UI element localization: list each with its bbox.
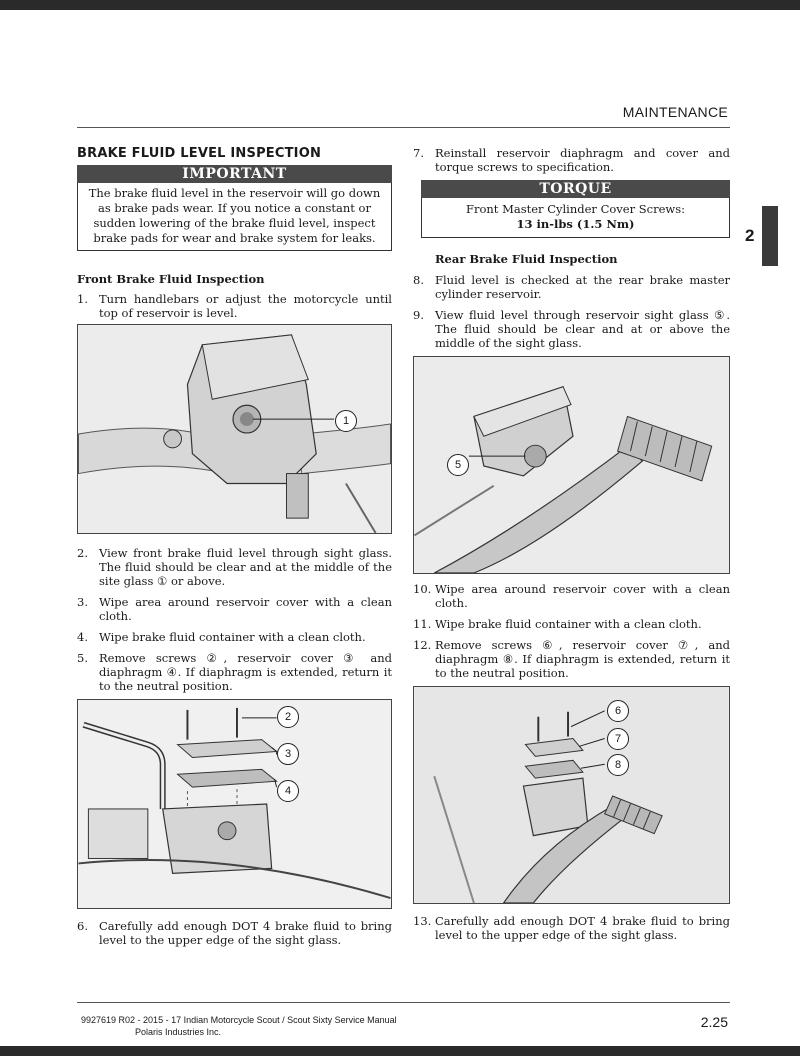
callout-5 (447, 454, 469, 476)
step-10 (413, 582, 730, 610)
step-text: View front brake fluid level through sight glass. The fluid should be clear and at the middle of the site glass ① or above. (99, 546, 392, 588)
step-number: 12. (413, 638, 432, 652)
torque-item: Front Master Cylinder Cover Screws: (466, 202, 685, 216)
footer-manual-title: 9927619 R02 - 2015 - 17 Indian Motorcycle Scout / Scout Sixty Service Manual (81, 1015, 397, 1025)
section-title: BRAKE FLUID LEVEL INSPECTION (77, 146, 322, 161)
step-11 (413, 617, 730, 631)
step-3 (77, 595, 392, 623)
step-number: 8. (413, 273, 424, 287)
step-number: 4. (77, 630, 88, 644)
important-notice (77, 165, 392, 251)
step-text: Turn handlebars or adjust the motorcycle until top of reservoir is level. (99, 292, 392, 320)
torque-label: TORQUE (421, 180, 730, 198)
callout-label: 5 (454, 459, 462, 471)
step-number: 2. (77, 546, 88, 560)
figure-rear-reservoir-exploded (413, 686, 730, 904)
step-9 (413, 308, 730, 350)
step-text: Wipe brake fluid container with a clean cloth. (99, 630, 366, 644)
callout-7 (607, 728, 629, 750)
callout-label: 2 (284, 711, 292, 723)
step-text: Wipe area around reservoir cover with a clean cloth. (435, 582, 730, 610)
top-scan-border (0, 0, 800, 10)
left-column (77, 146, 392, 947)
header-rule (77, 127, 730, 128)
figure-front-reservoir-exploded (77, 699, 392, 909)
figure-front-reservoir-sight-glass (77, 324, 392, 534)
important-label: IMPORTANT (77, 165, 392, 183)
callout-label: 6 (614, 705, 622, 717)
figure-rear-reservoir-sight-glass (413, 356, 730, 574)
callout-2 (277, 706, 299, 728)
step-6 (77, 919, 392, 947)
bottom-scan-border (0, 1046, 800, 1056)
step-number: 1. (77, 292, 88, 306)
step-text: Fluid level is checked at the rear brake master cylinder reservoir. (435, 273, 730, 301)
step-4 (77, 630, 392, 644)
step-text: Reinstall reservoir diaphragm and cover and torque screws to specification. (435, 146, 730, 174)
right-column (413, 146, 730, 942)
torque-value: 13 in-lbs (1.5 Nm) (516, 217, 635, 231)
important-text: The brake fluid level in the reservoir will go down as brake pads wear. If you notice a constant or sudden lowering of the brake fluid level, inspect brake pads for wear and brake system for leaks. (77, 183, 392, 251)
step-number: 5. (77, 651, 88, 665)
step-13 (413, 914, 730, 942)
step-12 (413, 638, 730, 680)
step-number: 6. (77, 919, 88, 933)
step-2 (77, 546, 392, 588)
step-text: Carefully add enough DOT 4 brake fluid to bring level to the upper edge of the sight glass. (99, 919, 392, 947)
step-8 (413, 273, 730, 301)
chapter-tab (762, 206, 778, 266)
step-number: 7. (413, 146, 424, 160)
callout-label: 8 (614, 759, 622, 771)
step-number: 3. (77, 595, 88, 609)
footer-rule (77, 1002, 730, 1003)
callout-label: 4 (284, 785, 292, 797)
callout-label: 7 (614, 733, 622, 745)
callout-1 (335, 410, 357, 432)
step-text: Wipe area around reservoir cover with a clean cloth. (99, 595, 392, 623)
page-header-title: MAINTENANCE (622, 104, 728, 120)
callout-label: 1 (342, 415, 350, 427)
step-number: 9. (413, 308, 424, 322)
step-text: View fluid level through reservoir sight glass ⑤. The fluid should be clear and at or above the middle of the sight glass. (435, 308, 730, 350)
step-number: 11. (413, 617, 432, 631)
rear-reservoir-exploded-illustration (414, 687, 729, 903)
callout-4 (277, 780, 299, 802)
step-text: Remove screws ⑥, reservoir cover ⑦, and diaphragm ⑧. If diaphragm is extended, return it to the neutral position. (435, 638, 730, 680)
step-text: Remove screws ②, reservoir cover ③ and diaphragm ④. If diaphragm is extended, return it to the neutral position. (99, 651, 392, 693)
front-brake-subhead: Front Brake Fluid Inspection (77, 272, 265, 286)
footer-company: Polaris Industries Inc. (135, 1027, 222, 1037)
step-7 (413, 146, 730, 174)
step-number: 10. (413, 582, 432, 596)
torque-box (421, 180, 730, 238)
step-1 (77, 292, 392, 320)
step-5 (77, 651, 392, 693)
step-text: Wipe brake fluid container with a clean cloth. (435, 617, 702, 631)
torque-spec (421, 198, 730, 238)
callout-8 (607, 754, 629, 776)
callout-3 (277, 743, 299, 765)
front-reservoir-exploded-illustration (78, 700, 391, 908)
callout-6 (607, 700, 629, 722)
rear-brake-subhead: Rear Brake Fluid Inspection (435, 252, 618, 266)
chapter-number: 2 (745, 226, 755, 245)
step-number: 13. (413, 914, 432, 928)
step-text: Carefully add enough DOT 4 brake fluid to bring level to the upper edge of the sight glass. (435, 914, 730, 942)
footer-manual-info (81, 1014, 397, 1038)
callout-label: 3 (284, 748, 292, 760)
page-number: 2.25 (700, 1014, 728, 1030)
